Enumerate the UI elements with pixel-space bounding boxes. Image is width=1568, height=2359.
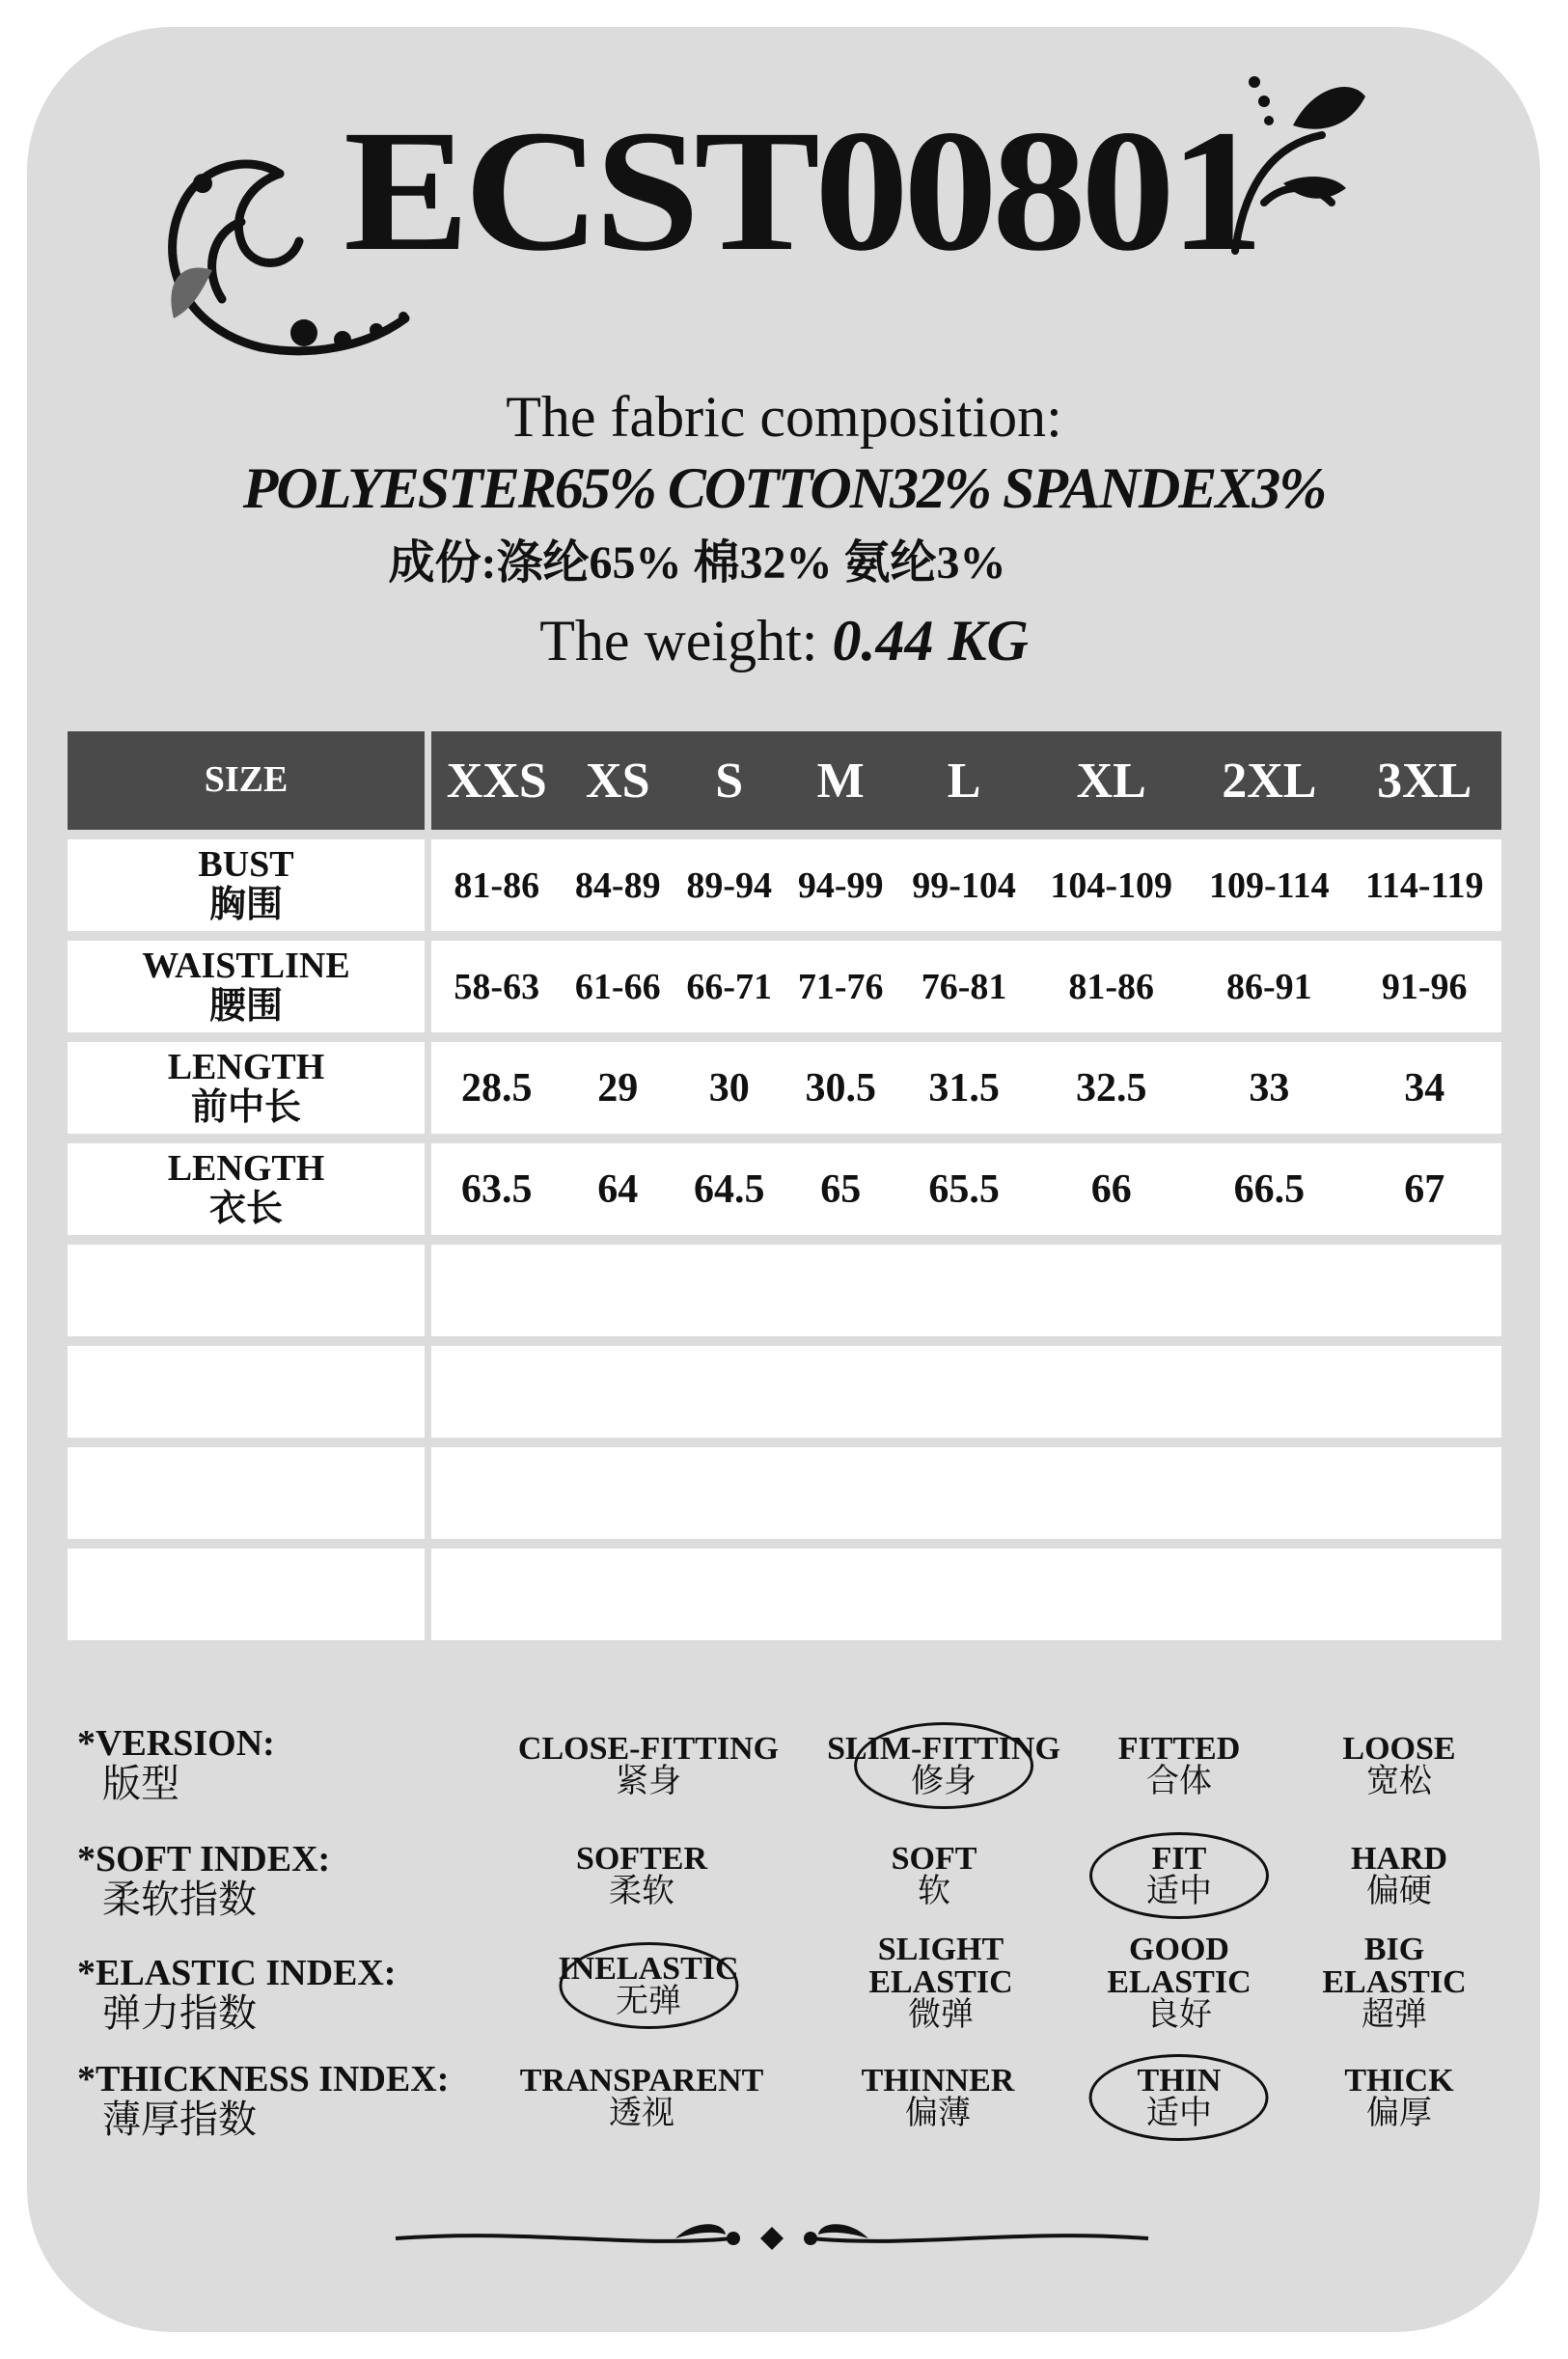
product-code-title: ECST00801: [343, 94, 1258, 288]
table-cell: 65: [784, 1143, 895, 1235]
size-column-header: M: [784, 731, 895, 830]
table-cell: 81-86: [431, 839, 563, 931]
table-cell: 66.5: [1191, 1143, 1347, 1235]
weight-value: 0.44 KG: [832, 609, 1029, 672]
weight-label: The weight:: [539, 609, 818, 672]
table-cell: 76-81: [896, 941, 1032, 1032]
size-column-header: XXS: [431, 731, 563, 830]
table-cell: 29: [563, 1042, 674, 1134]
table-row-bust: [68, 839, 1501, 931]
version-option-loose: LOOSE 宽松: [1342, 1731, 1456, 1799]
table-cell: 30.5: [784, 1042, 895, 1134]
soft-option-hard: HARD 偏硬: [1350, 1841, 1448, 1909]
table-cell: 67: [1347, 1143, 1501, 1235]
thickness-index-label: *THICKNESS INDEX: 薄厚指数: [77, 2059, 450, 2141]
table-row-waistline: [68, 941, 1501, 1032]
version-label: *VERSION: 版型: [77, 1723, 275, 1805]
table-cell: 34: [1347, 1042, 1501, 1134]
elastic-option-good-elastic: GOOD ELASTIC 良好: [1107, 1932, 1252, 2033]
table-row-empty: [68, 1346, 1501, 1438]
table-cell: 64.5: [674, 1143, 784, 1235]
table-row-garment-length: [68, 1143, 1501, 1235]
row-label: WAISTLINE 腰围: [68, 941, 431, 1032]
version-option-fitted: FITTED 合体: [1117, 1731, 1241, 1799]
size-table-header-row: [68, 731, 1501, 830]
row-label: LENGTH 衣长: [68, 1143, 431, 1235]
table-cell: 32.5: [1032, 1042, 1191, 1134]
row-label: BUST 胸围: [68, 839, 431, 931]
table-cell: 94-99: [784, 839, 895, 931]
table-cell: 63.5: [431, 1143, 563, 1235]
table-row-empty: [68, 1447, 1501, 1539]
table-cell: 28.5: [431, 1042, 563, 1134]
thickness-option-transparent: TRANSPARENT 透视: [519, 2063, 764, 2131]
table-cell: 30: [674, 1042, 784, 1134]
soft-option-softer: SOFTER 柔软: [575, 1841, 708, 1909]
table-cell: 71-76: [784, 941, 895, 1032]
version-option-close-fitting: CLOSE-FITTING 紧身: [517, 1731, 780, 1799]
soft-index-label: *SOFT INDEX: 柔软指数: [77, 1839, 331, 1921]
thickness-option-thinner: THINNER 偏薄: [861, 2063, 1015, 2131]
soft-option-soft: SOFT 软: [891, 1841, 977, 1909]
footer-flourish-ornament: [386, 2209, 1158, 2267]
table-cell: 89-94: [674, 839, 784, 931]
size-header-cell: SIZE: [68, 731, 431, 830]
table-cell: 91-96: [1347, 941, 1501, 1032]
table-cell: 58-63: [431, 941, 563, 1032]
row-label: LENGTH 前中长: [68, 1042, 431, 1134]
fabric-composition-value: POLYESTER65% COTTON32% SPANDEX3%: [242, 456, 1326, 520]
table-cell: 31.5: [896, 1042, 1032, 1134]
elastic-option-inelastic: INELASTIC 无弹: [558, 1951, 739, 2019]
table-cell: 81-86: [1032, 941, 1191, 1032]
weight-line: [0, 608, 1568, 674]
table-row-empty: [68, 1245, 1501, 1336]
elastic-index-label: *ELASTIC INDEX: 弹力指数: [77, 1953, 397, 2035]
table-row-front-length: [68, 1042, 1501, 1134]
table-cell: 104-109: [1032, 839, 1191, 931]
size-column-header: S: [674, 731, 784, 830]
soft-option-fit: FIT 适中: [1146, 1841, 1212, 1909]
size-column-header: XS: [563, 731, 674, 830]
version-option-slim-fitting: SLIM-FITTING 修身: [827, 1731, 1060, 1799]
table-row-empty: [68, 1549, 1501, 1640]
thickness-option-thin: THIN 适中: [1137, 2063, 1222, 2131]
size-column-header: 2XL: [1191, 731, 1347, 830]
elastic-option-slight-elastic: SLIGHT ELASTIC 微弹: [868, 1932, 1013, 2033]
table-cell: 109-114: [1191, 839, 1347, 931]
size-column-header: 3XL: [1347, 731, 1501, 830]
table-cell: 114-119: [1347, 839, 1501, 931]
size-column-header: L: [896, 731, 1032, 830]
table-cell: 86-91: [1191, 941, 1347, 1032]
elastic-option-big-elastic: BIG ELASTIC 超弹: [1322, 1932, 1467, 2033]
table-cell: 99-104: [896, 839, 1032, 931]
fabric-composition-chinese: 成份:涤纶65% 棉32% 氨纶3%: [388, 537, 1006, 589]
thickness-option-thick: THICK 偏厚: [1344, 2063, 1454, 2131]
table-cell: 64: [563, 1143, 674, 1235]
table-cell: 61-66: [563, 941, 674, 1032]
table-cell: 65.5: [896, 1143, 1032, 1235]
table-cell: 33: [1191, 1042, 1347, 1134]
size-table: [68, 722, 1501, 1650]
fabric-composition-label: The fabric composition:: [506, 385, 1062, 449]
table-cell: 66-71: [674, 941, 784, 1032]
size-column-header: XL: [1032, 731, 1191, 830]
table-cell: 84-89: [563, 839, 674, 931]
table-cell: 66: [1032, 1143, 1191, 1235]
